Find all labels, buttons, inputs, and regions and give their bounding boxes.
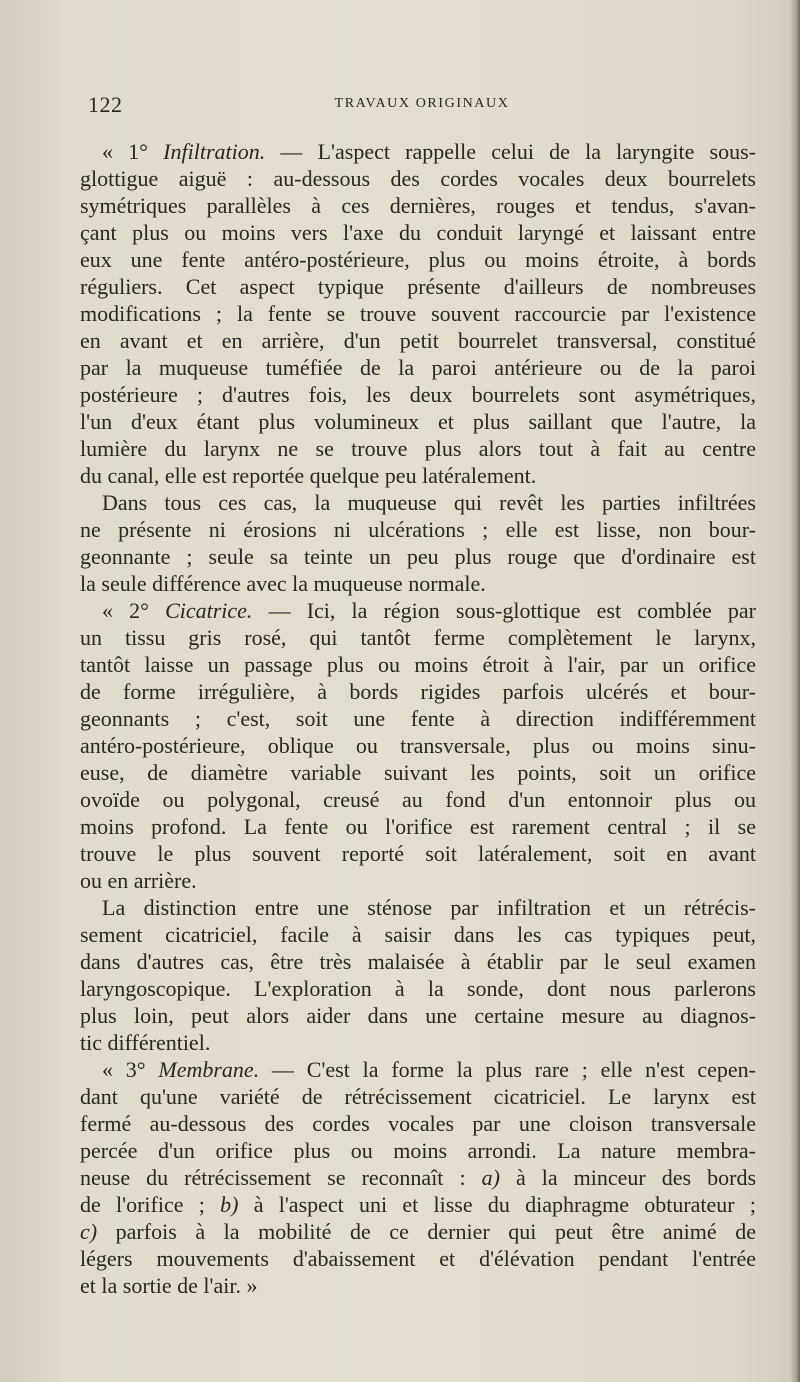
text-line: la seule différence avec la muqueuse normale. [80,571,486,596]
text-line: trouve le plus souvent reporté soit latéralement, soit en avant [80,841,756,866]
page-number: 122 [88,92,123,117]
text-line: dans d'autres cas, être très malaisée à établir par le seul examen [80,949,756,974]
text-line: ne présente ni érosions ni ulcérations ; elle est lisse, non bour- [80,517,756,542]
text-line: « 1° Infiltration. — L'aspect rappelle celui de la laryngite sous- [102,139,756,164]
text-line: réguliers. Cet aspect typique présente d'ailleurs de nombreuses [80,274,756,299]
text-line: laryngoscopique. L'exploration à la sonde, dont nous parlerons [80,976,756,1001]
text-line: çant plus ou moins vers l'axe du conduit laryngé et laissant entre [80,220,756,245]
text-line: eux une fente antéro-postérieure, plus ou moins étroite, à bords [80,247,756,272]
text-line: glottigue aiguë : au-dessous des cordes vocales deux bourrelets [80,166,756,191]
text-line: dant qu'une variété de rétrécissement cicatriciel. Le larynx est [80,1084,756,1109]
text-line: Dans tous ces cas, la muqueuse qui revêt les parties infiltrées [102,490,756,515]
running-head: TRAVAUX ORIGINAUX [334,96,510,111]
text-line: et la sortie de l'air. » [80,1273,258,1298]
text-line: « 3° Membrane. — C'est la forme la plus rare ; elle n'est cepen- [102,1057,756,1082]
text-line: de l'orifice ; b) à l'aspect uni et lisse du diaphragme obturateur ; [80,1192,756,1217]
text-line: plus loin, peut alors aider dans une certaine mesure au diagnos- [80,1003,756,1028]
text-line: neuse du rétrécissement se reconnaît : a) à la minceur des bords [80,1165,756,1190]
text-line: par la muqueuse tuméfiée de la paroi antérieure ou de la paroi [80,355,756,380]
text-line: modifications ; la fente se trouve souvent raccourcie par l'existence [80,301,756,326]
text-line: geonnante ; seule sa teinte un peu plus rouge que d'ordinaire est [80,544,756,569]
text-line: « 2° Cicatrice. — Ici, la région sous-glottique est comblée par [102,598,756,623]
text-line: La distinction entre une sténose par infiltration et un rétrécis- [102,895,756,920]
page-header [88,92,756,122]
page-edge-shadow [790,0,800,1382]
text-line: sement cicatriciel, facile à saisir dans les cas typiques peut, [80,922,756,947]
text-line: un tissu gris rosé, qui tantôt ferme complètement le larynx, [80,625,756,650]
text-line: l'un d'eux étant plus volumineux et plus saillant que l'autre, la [80,409,756,434]
text-line: du canal, elle est reportée quelque peu latéralement. [80,463,537,488]
text-line: antéro-postérieure, oblique ou transversale, plus ou moins sinu- [80,733,756,758]
text-line: percée d'un orifice plus ou moins arrondi. La nature membra- [80,1138,756,1163]
text-line: tic différentiel. [80,1030,211,1055]
text-line: euse, de diamètre variable suivant les points, soit un orifice [80,760,756,785]
text-line: moins profond. La fente ou l'orifice est rarement central ; il se [80,814,756,839]
body-text [80,138,756,1299]
text-line: lumière du larynx ne se trouve plus alors tout à fait au centre [80,436,756,461]
text-line: tantôt laisse un passage plus ou moins étroit à l'air, par un orifice [80,652,756,677]
text-line: ovoïde ou polygonal, creusé au fond d'un entonnoir plus ou [80,787,756,812]
text-line: en avant et en arrière, d'un petit bourrelet transversal, constitué [80,328,756,353]
text-line: légers mouvements d'abaissement et d'élévation pendant l'entrée [80,1246,756,1271]
text-line: de forme irrégulière, à bords rigides parfois ulcérés et bour- [80,679,756,704]
text-line: ou en arrière. [80,868,197,893]
text-line: symétriques parallèles à ces dernières, rouges et tendus, s'avan- [80,193,756,218]
text-line: fermé au-dessous des cordes vocales par une cloison transversale [80,1111,756,1136]
text-line: postérieure ; d'autres fois, les deux bourrelets sont asymétriques, [80,382,756,407]
text-line: geonnants ; c'est, soit une fente à direction indifféremment [80,706,756,731]
text-line: c) parfois à la mobilité de ce dernier qui peut être animé de [80,1219,756,1244]
